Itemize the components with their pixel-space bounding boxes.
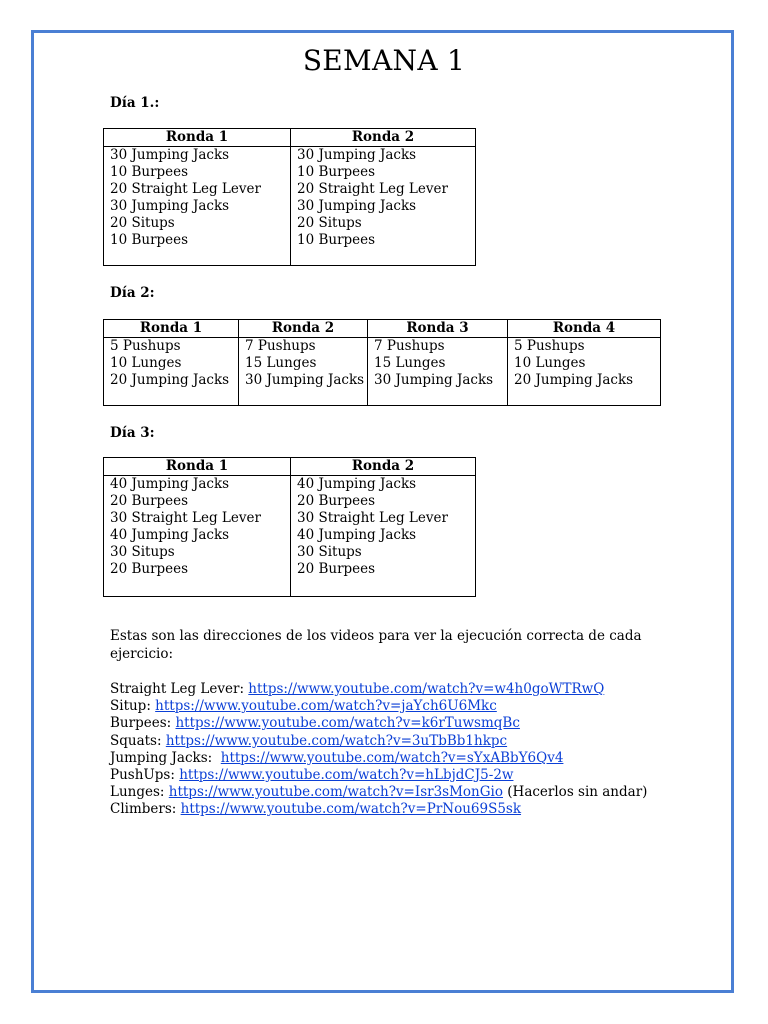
video-link-row [110,801,647,818]
exercise-item: 40 Jumping Jacks [297,476,417,492]
video-link-row [110,750,647,767]
exercise-item: 5 Pushups [110,338,181,354]
exercise-item: 30 Straight Leg Lever [110,510,261,526]
exercise-item: 30 Jumping Jacks [374,372,494,388]
exercise-item: 7 Pushups [374,338,445,354]
day-2-table [103,319,661,406]
exercise-item: 10 Burpees [110,232,189,248]
exercise-item: 20 Burpees [110,493,189,509]
exercise-item: 20 Situps [297,215,362,231]
exercise-item: 20 Burpees [297,561,376,577]
exercise-item: 40 Jumping Jacks [110,476,230,492]
exercise-item: 20 Straight Leg Lever [110,181,261,197]
round-cell [239,338,368,406]
day-3-table [103,457,476,597]
exercise-item: 30 Jumping Jacks [297,198,417,214]
exercise-item: 20 Burpees [110,561,189,577]
round-cell [291,476,476,597]
exercise-item: 20 Situps [110,215,175,231]
column-header: Ronda 1 [104,458,291,476]
round-cell [104,476,291,597]
exercise-name: Climbers: [110,801,181,818]
column-header: Ronda 3 [368,320,508,338]
exercise-name: Squats: [110,732,166,749]
exercise-item: 15 Lunges [245,355,317,371]
page-title: SEMANA 1 [302,44,466,77]
video-link[interactable]: https://www.youtube.com/watch?v=PrNou69S5sk [180,801,522,818]
exercise-item: 40 Jumping Jacks [297,527,417,543]
video-link[interactable]: https://www.youtube.com/watch?v=k6rTuwsmqBc [175,715,520,732]
exercise-name: Straight Leg Lever: [110,681,249,697]
exercise-item: 30 Jumping Jacks [110,198,230,214]
round-cell [104,147,291,266]
exercise-name: Situp: [110,698,156,715]
video-link[interactable]: https://www.youtube.com/watch?v=Isr3sMonGio [168,784,503,801]
video-link[interactable]: https://www.youtube.com/watch?v=w4h0goWTRwQ [248,681,605,697]
exercise-name: Lunges: [110,784,169,801]
column-header: Ronda 1 [104,129,291,147]
video-link-row [110,715,647,732]
video-intro-text: Estas son las direcciones de los videos para ver la ejecución correcta de cada ejercicio: [110,628,642,662]
column-header: Ronda 2 [291,129,476,147]
video-link-row [110,681,647,698]
round-cell [104,338,239,406]
video-link[interactable]: https://www.youtube.com/watch?v=jaYch6U6Mkc [155,698,497,715]
exercise-item: 40 Jumping Jacks [110,527,230,543]
round-cell [508,338,661,406]
exercise-item: 10 Burpees [297,164,376,180]
video-link-row [110,698,647,715]
column-header: Ronda 2 [291,458,476,476]
video-note: (Hacerlos sin andar) [502,784,648,801]
exercise-item: 30 Straight Leg Lever [297,510,448,526]
video-link[interactable]: https://www.youtube.com/watch?v=sYxABbY6Qv4 [220,749,564,766]
day-1-table [103,128,476,266]
video-link-list [110,681,647,819]
day-3-label: Día 3: [110,425,155,441]
column-header: Ronda 2 [239,320,368,338]
exercise-name: Jumping Jacks: [110,749,221,766]
exercise-item: 10 Burpees [297,232,376,248]
exercise-item: 30 Jumping Jacks [245,372,365,388]
exercise-name: Burpees: [110,715,176,732]
round-cell [368,338,508,406]
exercise-item: 30 Situps [297,544,362,560]
exercise-item: 10 Burpees [110,164,189,180]
video-link-row [110,767,647,784]
exercise-item: 10 Lunges [110,355,182,371]
exercise-item: 20 Jumping Jacks [110,372,230,388]
exercise-item: 20 Jumping Jacks [514,372,634,388]
column-header: Ronda 4 [508,320,661,338]
exercise-item: 15 Lunges [374,355,446,371]
video-link-row [110,733,647,750]
exercise-item: 20 Straight Leg Lever [297,181,448,197]
exercise-item: 30 Situps [110,544,175,560]
exercise-item: 5 Pushups [514,338,585,354]
day-1-label: Día 1.: [110,95,160,111]
exercise-item: 30 Jumping Jacks [297,147,417,163]
round-cell [291,147,476,266]
video-link[interactable]: https://www.youtube.com/watch?v=3uTbBb1hkpc [165,732,508,749]
exercise-item: 20 Burpees [297,493,376,509]
column-header: Ronda 1 [104,320,239,338]
exercise-item: 7 Pushups [245,338,316,354]
exercise-item: 10 Lunges [514,355,586,371]
exercise-item: 30 Jumping Jacks [110,147,230,163]
video-link[interactable]: https://www.youtube.com/watch?v=hLbjdCJ5-2w [179,767,514,784]
day-2-label: Día 2: [110,285,155,301]
video-link-row [110,784,647,801]
exercise-name: PushUps: [110,767,180,784]
